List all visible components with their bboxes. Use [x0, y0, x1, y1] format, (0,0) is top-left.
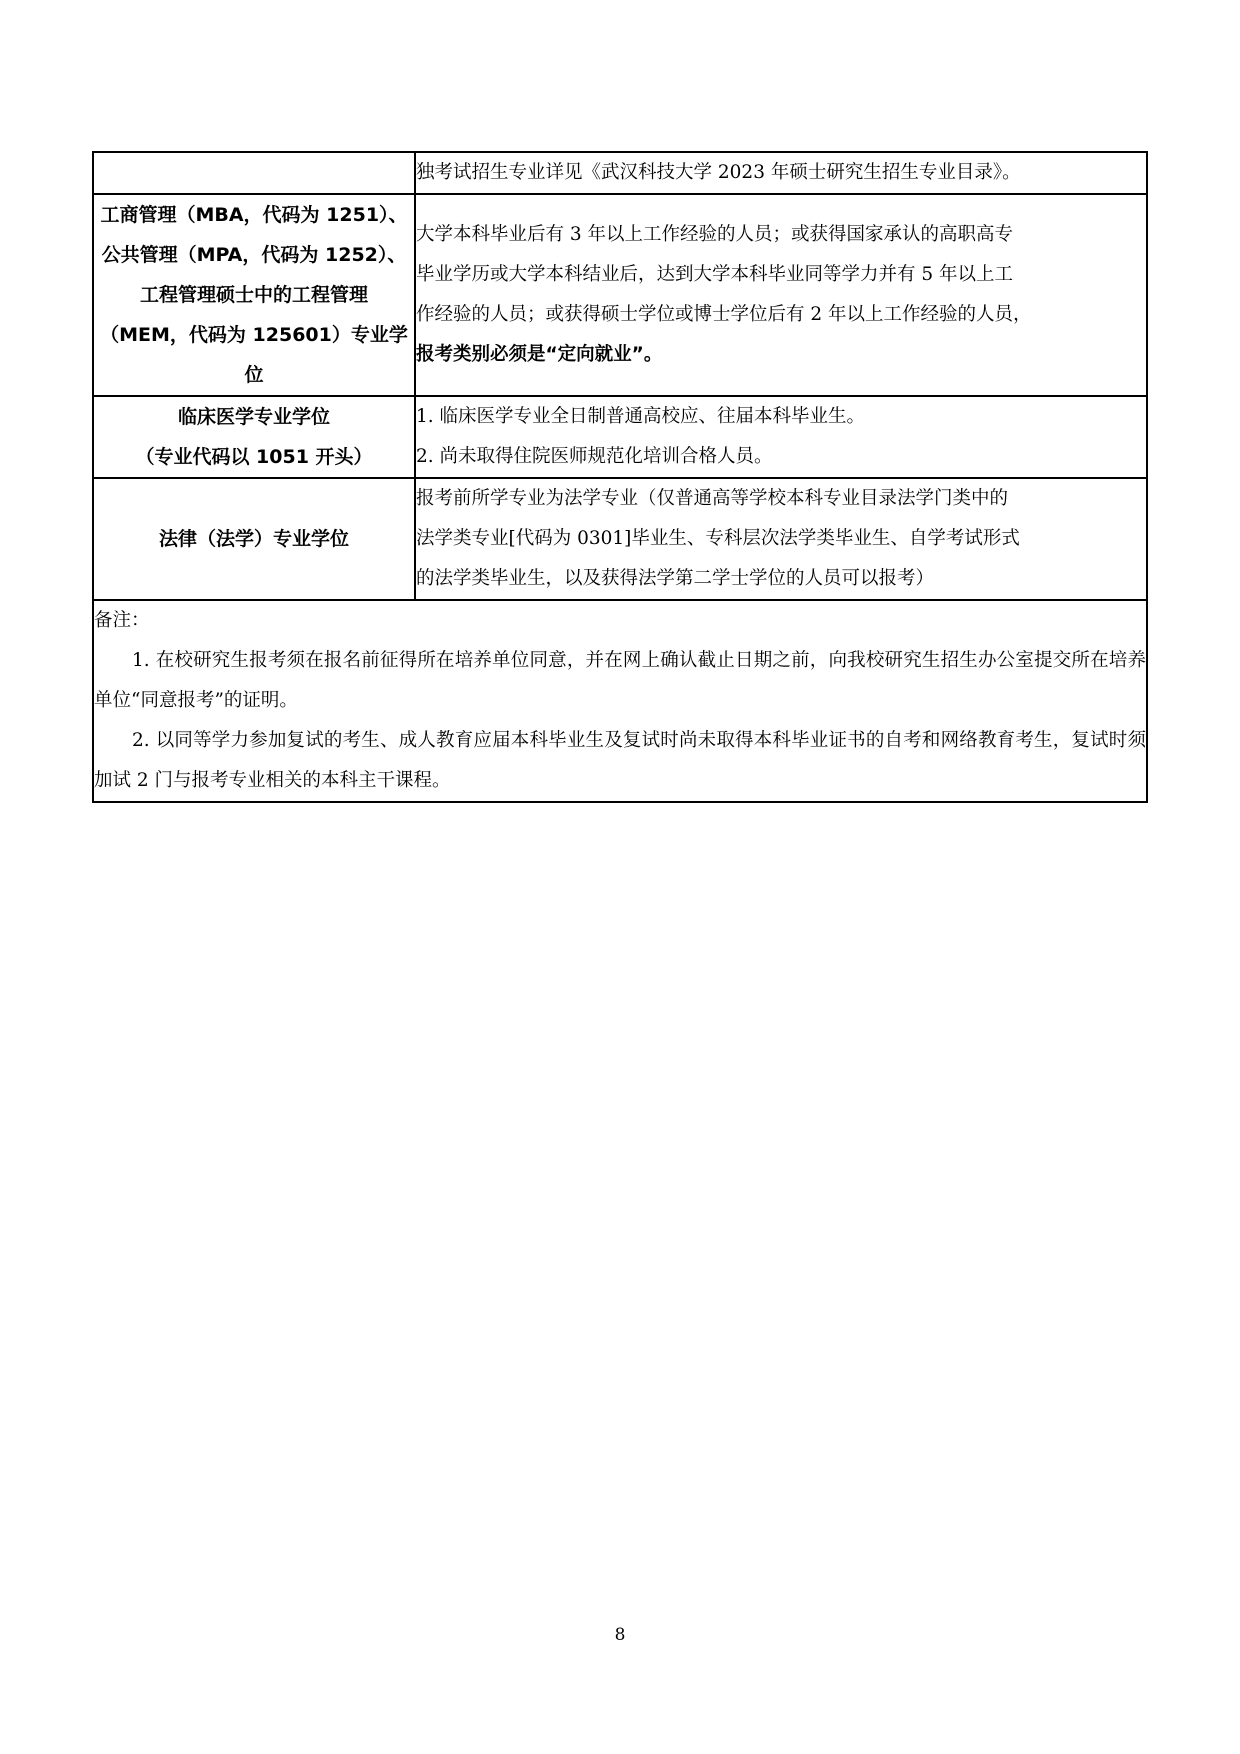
table-row — [93, 152, 1147, 194]
category-cell-clinical-medicine — [93, 396, 415, 478]
notes-title: 备注： — [94, 610, 150, 631]
category-text: 临床医学专业学位 — [177, 406, 330, 428]
notes-cell — [93, 600, 1147, 802]
category-text: 公共管理（MPA，代码为 1252）、 — [101, 244, 407, 266]
requirement-text: 毕业学历或大学本科结业后，达到大学本科毕业同等学力并有 5 年以上工 — [416, 264, 1014, 285]
category-cell-empty — [93, 152, 415, 194]
requirement-cell — [415, 478, 1147, 600]
requirement-text: 大学本科毕业后有 3 年以上工作经验的人员；或获得国家承认的高职高专 — [416, 224, 1014, 245]
category-text: 位 — [244, 364, 264, 386]
category-text: （MEM，代码为 125601）专业学 — [100, 324, 408, 346]
requirement-text: 法学类专业[代码为 0301]毕业生、专科层次法学类毕业生、自学考试形式 — [416, 528, 1020, 549]
category-text: 工程管理硕士中的工程管理 — [139, 284, 368, 306]
category-cell-mba-mpa-mem — [93, 194, 415, 396]
requirement-text: 独考试招生专业详见《武汉科技大学 2023 年硕士研究生招生专业目录》。 — [416, 162, 1021, 183]
category-text: 法律（法学）专业学位 — [158, 528, 349, 550]
requirement-cell — [415, 396, 1147, 478]
table-row — [93, 194, 1147, 396]
requirement-cell — [415, 152, 1147, 194]
requirements-table — [92, 151, 1148, 803]
note-item: 2. 以同等学力参加复试的考生、成人教育应届本科毕业生及复试时尚未取得本科毕业证书的自考和网络教育考生，复试时须加试 2 门与报考专业相关的本科主干课程。 — [94, 730, 1146, 791]
requirement-text: 报考前所学专业为法学专业（仅普通高等学校本科专业目录法学门类中的 — [416, 488, 1009, 509]
notes-row — [93, 600, 1147, 802]
requirement-text: 1. 临床医学专业全日制普通高校应、往届本科毕业生。 — [416, 406, 866, 427]
table-row — [93, 478, 1147, 600]
category-text: （专业代码以 1051 开头） — [135, 446, 373, 468]
note-item: 1. 在校研究生报考须在报名前征得所在培养单位同意，并在网上确认截止日期之前，向我校研究生招生办公室提交所在培养单位“同意报考”的证明。 — [94, 650, 1146, 711]
table-row — [93, 396, 1147, 478]
category-cell-law — [93, 478, 415, 600]
category-text: 工商管理（MBA，代码为 1251）、 — [100, 204, 408, 226]
requirement-text: 的法学类毕业生，以及获得法学第二学士学位的人员可以报考） — [416, 568, 935, 589]
page-number: 8 — [614, 1625, 626, 1645]
requirement-emphasis-text: 报考类别必须是“定向就业”。 — [416, 344, 663, 365]
requirement-text: 2. 尚未取得住院医师规范化培训合格人员。 — [416, 446, 773, 467]
requirement-text: 作经验的人员；或获得硕士学位或博士学位后有 2 年以上工作经验的人员， — [416, 304, 1032, 325]
requirement-cell — [415, 194, 1147, 396]
